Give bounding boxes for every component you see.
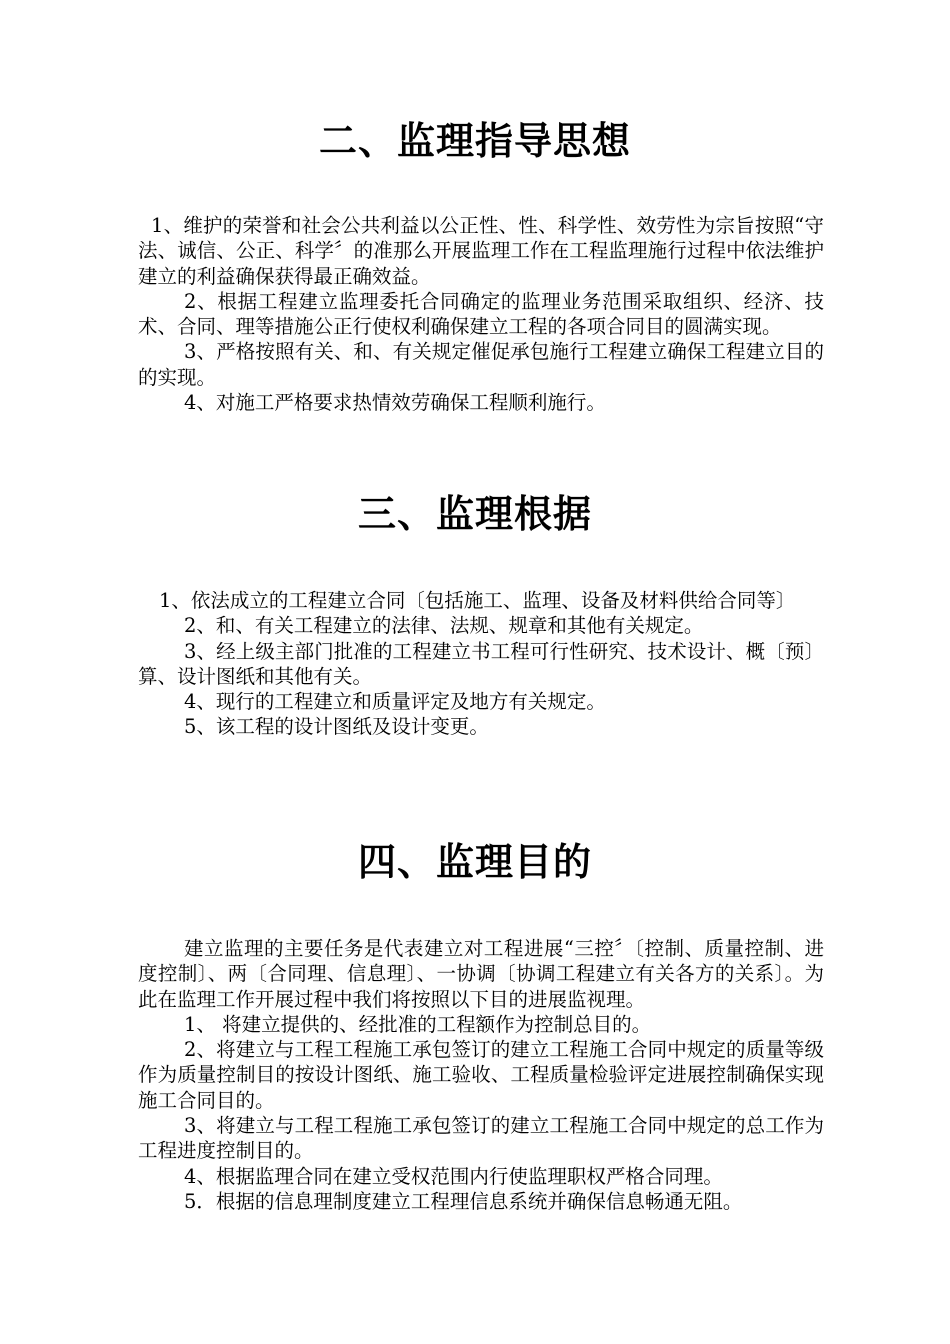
paragraph: 1、维护的荣誉和社会公共利益以公正性、性、科学性、效劳性为宗旨按照“守法、诚信、公正、科学〞的准那么开展监理工作在工程监理施行过程中依法维护建立的利益确保获得最正确效益。 (138, 214, 824, 288)
paragraph: 1、 将建立提供的、经批准的工程额作为控制总目的。 (184, 1012, 652, 1036)
section-heading-guiding-ideology: 二、监理指导思想 (318, 119, 631, 163)
paragraph: 2、将建立与工程工程施工承包签订的建立工程施工合同中规定的质量等级作为质量控制目的按设计图纸、施工验收、工程质量检验评定进展控制确保实现施工合同目的。 (138, 1038, 824, 1112)
section-body-objectives (138, 936, 824, 1214)
paragraph: 2、根据工程建立监理委托合同确定的监理业务范围采取组织、经济、技术、合同、理等措施公正行使权利确保建立工程的各项合同目的圆满实现。 (138, 289, 824, 339)
paragraph: 建立监理的主要任务是代表建立对工程进展“三控〞〔控制、质量控制、进度控制〕、两〔合同理、信息理〕、一协调〔协调工程建立有关各方的关系〕。为此在监理工作开展过程中我们将按照以下目的进展监视理。 (138, 937, 824, 1011)
section-heading-basis: 三、监理根据 (357, 492, 592, 536)
paragraph: 3、严格按照有关、和、有关规定催促承包施行工程建立确保工程建立目的的实现。 (138, 340, 824, 389)
paragraph: 4、现行的工程建立和质量评定及地方有关规定。 (184, 690, 606, 714)
paragraph: 1、依法成立的工程建立合同〔包括施工、监理、设备及材料供给合同等〕 (159, 589, 796, 612)
paragraph: 2、和、有关工程建立的法律、法规、规章和其他有关规定。 (184, 614, 704, 638)
paragraph: 3、经上级主部门批准的工程建立书工程可行性研究、技术设计、概〔预〕算、设计图纸和其他有关。 (138, 639, 824, 688)
paragraph: 4、根据监理合同在建立受权范围内行使监理职权严格合同理。 (184, 1164, 723, 1188)
paragraph: 5．根据的信息理制度建立工程理信息系统并确保信息畅通无阻。 (184, 1189, 743, 1213)
section-heading-objectives: 四、监理目的 (357, 840, 592, 884)
section-body-basis (138, 588, 824, 740)
paragraph: 3、将建立与工程工程施工承包签订的建立工程施工合同中规定的总工作为工程进度控制目的。 (138, 1114, 824, 1163)
paragraph: 4、对施工严格要求热情效劳确保工程顺利施行。 (184, 391, 606, 415)
section-body-guiding-ideology (138, 213, 824, 415)
paragraph: 5、该工程的设计图纸及设计变更。 (184, 715, 489, 739)
